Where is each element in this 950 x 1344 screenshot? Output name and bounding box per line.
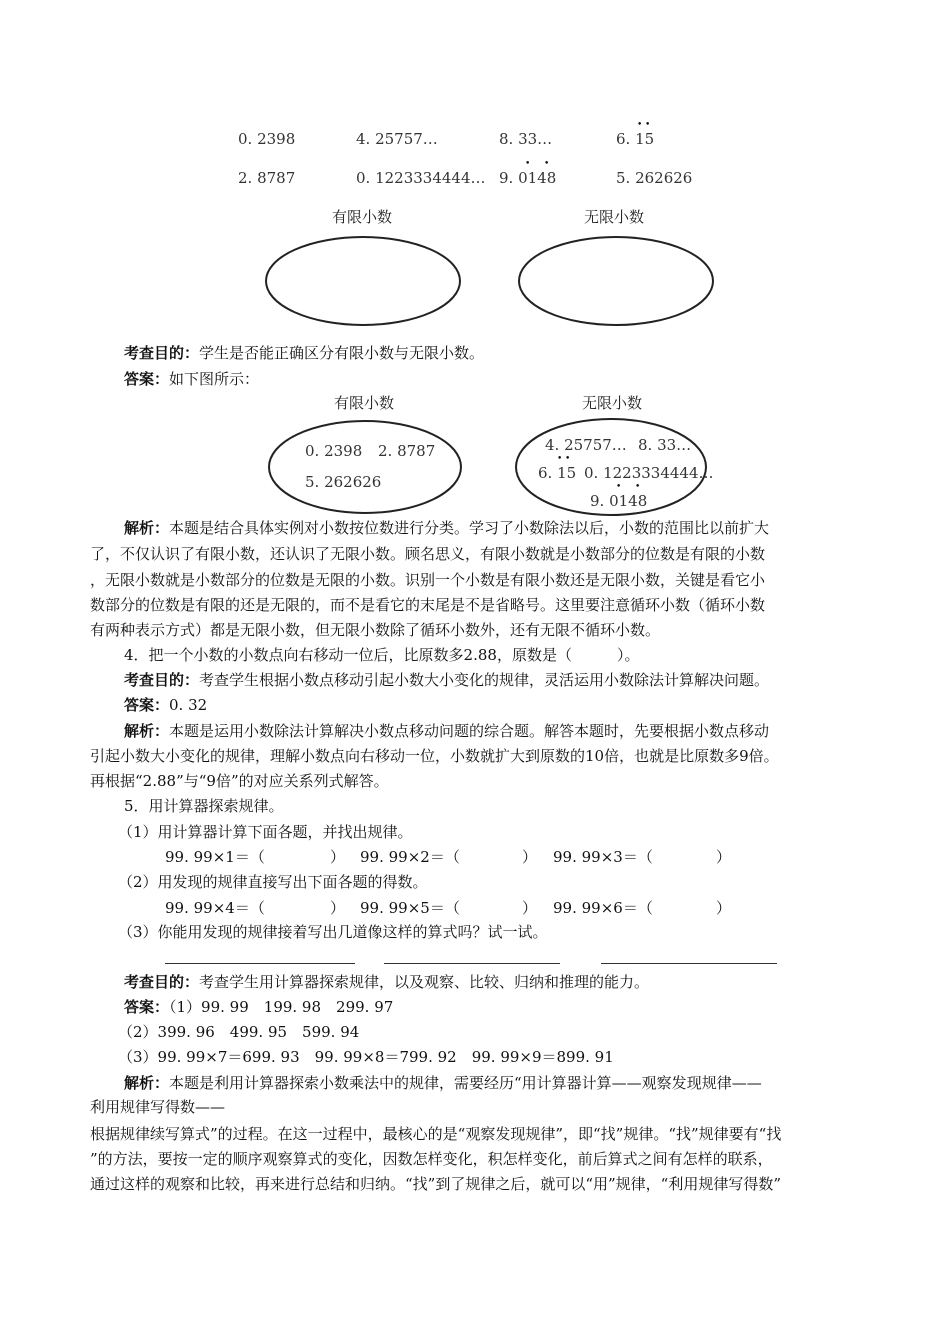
q3-answer bbox=[90, 369, 259, 389]
decimal-item: 9. 0148 bbox=[499, 169, 557, 187]
repeat-dot-icon: • bbox=[557, 454, 563, 464]
analysis-label: 解析： bbox=[124, 519, 170, 537]
q5-part1 bbox=[90, 822, 413, 842]
decimal-item: 4. 25757… bbox=[356, 130, 438, 148]
answer-text: 如下图所示： bbox=[169, 370, 260, 388]
infinite-item: 8. 33… bbox=[638, 436, 692, 454]
repeat-dot-icon: • bbox=[565, 454, 571, 464]
answer-underline bbox=[384, 963, 560, 964]
q3-analysis-line bbox=[90, 518, 769, 538]
classification-ovals bbox=[262, 232, 722, 332]
q5-analysis-line bbox=[90, 1073, 762, 1093]
decimal-item: 8. 33… bbox=[499, 130, 553, 148]
infinite-item: 9. 0148 bbox=[590, 492, 648, 510]
part-text: （1）用计算器计算下面各题，并找出规律。 bbox=[118, 823, 413, 841]
q3-analysis-line: ，无限小数就是小数部分的位数是无限的小数。识别一个小数是有限小数还是无限小数，关键是看它小 bbox=[90, 571, 766, 589]
expr-blank: 99. 99×6＝（ bbox=[553, 899, 653, 917]
finite-title: 有限小数 bbox=[334, 394, 395, 412]
analysis-label: 解析： bbox=[124, 1074, 170, 1092]
analysis-text: 本题是结合具体实例对小数按位数进行分类。学习了小数除法以后，小数的范围比以前扩大 bbox=[169, 519, 770, 537]
q4-analysis-line: 引起小数大小变化的规律，理解小数点向右移动一位，小数就扩大到原数的10倍，也就是比原数多9倍。 bbox=[90, 747, 779, 765]
finite-title: 有限小数 bbox=[332, 208, 393, 226]
q5-part3 bbox=[90, 922, 548, 942]
close-paren: ） bbox=[522, 848, 538, 866]
expr-blank: 99. 99×1＝（ bbox=[165, 848, 265, 866]
answer-label: 答案： bbox=[124, 370, 170, 388]
q5-question bbox=[90, 796, 284, 816]
close-paren: ） bbox=[330, 848, 346, 866]
q5-answer bbox=[90, 997, 393, 1017]
question-text: 5．用计算器探索规律。 bbox=[124, 797, 284, 815]
q5-answer-line bbox=[90, 1022, 359, 1042]
q3-analysis-line: 了，不仅认识了有限小数，还认识了无限小数。顾名思义，有限小数就是小数部分的位数是有限的小数 bbox=[90, 545, 766, 563]
decimal-item: 5. 262626 bbox=[616, 169, 693, 187]
infinite-title: 无限小数 bbox=[584, 208, 645, 226]
q5-part2 bbox=[90, 872, 428, 892]
repeat-dot-icon: • bbox=[544, 159, 550, 169]
infinite-item: 6. 15 bbox=[538, 464, 577, 482]
finite-item: 2. 8787 bbox=[378, 442, 436, 460]
q5-answer-line bbox=[90, 1047, 614, 1067]
close-paren: ） bbox=[716, 899, 732, 917]
purpose-text: 考查学生用计算器探索规律，以及观察、比较、归纳和推理的能力。 bbox=[199, 973, 650, 991]
part-text: （3）你能用发现的规律接着写出几道像这样的算式吗？试一试。 bbox=[118, 923, 548, 941]
q5-analysis-line: 通过这样的观察和比较，再来进行总结和归纳。“找”到了规律之后，就可以“用”规律，“利用规律写得数” bbox=[90, 1175, 782, 1193]
q3-analysis-line: 有两种表示方式）都是无限小数，但无限小数除了循环小数外，还有无限不循环小数。 bbox=[90, 621, 661, 639]
part-text: （2）用发现的规律直接写出下面各题的得数。 bbox=[118, 873, 428, 891]
expr-blank: 99. 99×4＝（ bbox=[165, 899, 265, 917]
q4-analysis-line: 再根据“2.88”与“9倍”的对应关系列式解答。 bbox=[90, 772, 389, 790]
expr-blank: 99. 99×2＝（ bbox=[360, 848, 460, 866]
purpose-label: 考查目的： bbox=[124, 344, 200, 362]
answer-text: （2）399. 96 499. 95 599. 94 bbox=[118, 1023, 360, 1041]
expr-blank: 99. 99×5＝（ bbox=[360, 899, 460, 917]
answer-text: 0. 32 bbox=[169, 696, 208, 714]
q5-analysis-line: ”的方法，要按一定的顺序观察算式的变化，因数怎样变化，积怎样变化，前后算式之间有怎样的联系， bbox=[90, 1150, 773, 1168]
q4-question bbox=[90, 645, 639, 665]
repeat-dot-icon: • bbox=[645, 120, 651, 130]
analysis-text: 本题是运用小数除法计算解决小数点移动问题的综合题。解答本题时，先要根据小数点移动 bbox=[169, 722, 770, 740]
infinite-item: 4. 25757… bbox=[545, 436, 627, 454]
answer-label: 答案： bbox=[124, 998, 170, 1016]
q5-purpose bbox=[90, 972, 649, 992]
close-paren: ） bbox=[330, 899, 346, 917]
expr-blank: 99. 99×3＝（ bbox=[553, 848, 653, 866]
purpose-label: 考查目的： bbox=[124, 973, 200, 991]
q5-analysis-line: 利用规律写得数—— bbox=[90, 1098, 226, 1116]
decimal-item: 0. 2398 bbox=[238, 130, 296, 148]
finite-item: 0. 2398 bbox=[305, 442, 363, 460]
q3-purpose bbox=[90, 343, 484, 363]
finite-oval bbox=[269, 421, 461, 513]
answer-label: 答案： bbox=[124, 696, 170, 714]
repeat-dot-icon: • bbox=[616, 482, 622, 492]
answer-text: （3）99. 99×7＝699. 93 99. 99×8＝799. 92 99. 99×9＝899. 91 bbox=[118, 1048, 614, 1066]
decimal-item: 6. 15 bbox=[616, 130, 655, 148]
q5-analysis-line: 根据规律续写算式”的过程。在这一过程中，最核心的是“观察发现规律”，即“找”规律。“找”规律要有“找 bbox=[90, 1125, 782, 1143]
answer-underline bbox=[165, 963, 355, 964]
infinite-oval bbox=[519, 237, 713, 325]
purpose-text: 考查学生根据小数点移动引起小数大小变化的规律，灵活运用小数除法计算解决问题。 bbox=[199, 671, 770, 689]
infinite-item: 0. 1223334444… bbox=[584, 464, 714, 482]
decimal-item: 0. 1223334444… bbox=[356, 169, 486, 187]
purpose-label: 考查目的： bbox=[124, 671, 200, 689]
close-paren: ） bbox=[716, 848, 732, 866]
finite-oval bbox=[266, 237, 460, 325]
q4-analysis-line bbox=[90, 721, 769, 741]
answer-text: （1）99. 99 199. 98 299. 97 bbox=[169, 998, 394, 1016]
q4-purpose bbox=[90, 670, 769, 690]
repeat-dot-icon: • bbox=[635, 482, 641, 492]
analysis-text: 本题是利用计算器探索小数乘法中的规律，需要经历“用计算器计算——观察发现规律—— bbox=[169, 1074, 762, 1092]
q4-answer bbox=[90, 695, 207, 715]
question-text: 4．把一个小数的小数点向右移动一位后，比原数多2.88，原数是（ ）。 bbox=[124, 646, 640, 664]
close-paren: ） bbox=[522, 899, 538, 917]
repeat-dot-icon: • bbox=[525, 159, 531, 169]
answer-underline bbox=[601, 963, 777, 964]
infinite-title: 无限小数 bbox=[582, 394, 643, 412]
purpose-text: 学生是否能正确区分有限小数与无限小数。 bbox=[199, 344, 485, 362]
q3-analysis-line: 数部分的位数是有限的还是无限的，而不是看它的末尾是不是省略号。这里要注意循环小数（循环小数 bbox=[90, 596, 766, 614]
finite-item: 5. 262626 bbox=[305, 473, 382, 491]
repeat-dot-icon: • bbox=[637, 120, 643, 130]
decimal-item: 2. 8787 bbox=[238, 169, 296, 187]
analysis-label: 解析： bbox=[124, 722, 170, 740]
